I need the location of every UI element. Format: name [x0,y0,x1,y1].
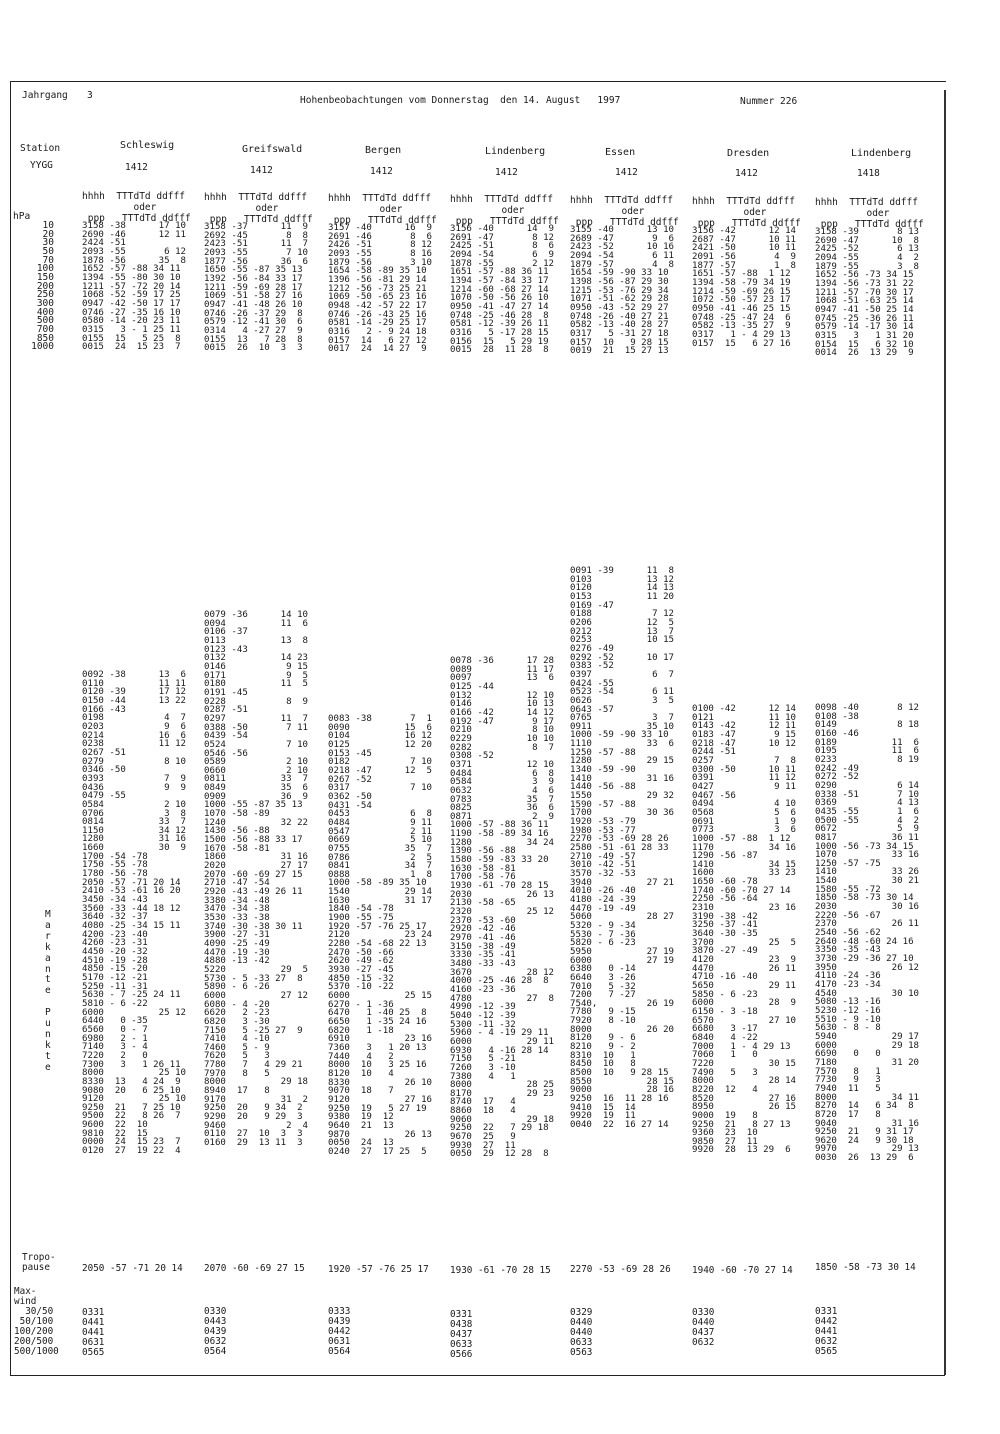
jahrgang-value: 3 [87,90,93,101]
sig-level-block: 0091 -39 11 8 0103 13 12 0120 14 13 0153 11 20 0169 -47 0188 7 12 0206 12 5 0212 13 7 0253 10 15 0276 -49 0292 -52 10 17 0383 -52 0397 6 7 0424 -55 0523 -54 6 11 0626 3 5 0643 -57 0765 3 7 0911 35 10 1000 -59 -90 33 10 1110 33 6 1250 -57 -88 1280 29 15 1340 -59 -90 1410 31 16 1440 -56 -88 1550 29 32 1590 -57 -88 1700 30 36 1920 -53 -79 1980 -53 -77 2270 -53 -69 28 26 2580 -51 -61 28 33 2710 -49 -57 3010 -42 -51 3570 -32 -53 3940 27 21 4010 -26 -40 4180 -24 -39 4470 -19 -49 5060 28 27 5320 - 9 -34 5530 - 7 -36 5820 - 6 -23 5950 27 19 6000 27 19 6380 0 -14 6640 3 -26 7010 5 -32 7200 7 -27 7540, 26 19 7780 9 -15 7920 8 -10 8000 26 20 8120 9 - 6 8210 9 - 2 8310 10 1 8450 10 8 8500 10 9 28 15 8550 28 15 9000 28 16 9250 16 11 28 16 9410 15 14 9920 19 11 0040 22 16 27 14 [570,566,675,1130]
tropopause-value: 1920 -57 -76 25 17 [328,1264,429,1275]
significant-points-label: M a r k a n t e P u n k t e [45,909,51,1073]
std-level-block: 3156 -42 12 14 2687 -47 10 11 2421 -50 10 11 2091 -56 4 9 1877 -57 1 8 1651 -57 -88 1 12 1394 -58 -79 34 19 1214 -59 -69 26 15 1072 -50 -57 23 17 0950 -41 -46 25 15 0748 -25 -47 24 6 0582 -13 -35 27 9 0317 1 - 4 29 13 0157 15 6 27 16 [692,226,797,349]
page-title: Hohenbeobachtungen vom Donnerstag den 14. August 1997 [300,95,621,106]
column-header: hhhh TTTdTd ddfff oder ppp TTTdTd ddfff [450,193,559,227]
yygg-label: YYGG [30,160,53,171]
std-level-block: 3158 -37 11 9 2692 -45 8 8 2423 -51 11 7 2093 -55 7 10 1877 -56 36 6 1650 -55 -87 35 13 1392 -56 -84 33 17 1211 -59 -69 28 17 1069 -51 -58 27 16 0947 -41 -48 26 10 0746 -26 -37 29 8 0579 -12 -41 30 6 0314 4 -27 27 9 0155 13 7 28 8 0015 26 10 3 3 [204,222,309,354]
sig-level-block: 0078 -36 17 28 0089 11 17 0097 13 6 0125 -44 0132 12 10 0146 10 13 0166 -42 14 12 0192 -47 9 17 0210 8 10 0229 10 10 0282 8 7 0308 -52 0371 12 10 0484 6 8 0584 3 9 0632 4 6 0783 35 7 0825 36 6 0871 2 9 1000 -57 -88 36 11 1190 -58 -89 34 16 1280 34 24 1390 -56 -88 1580 -59 -83 33 20 1630 -58 -81 1700 -58 -76 1930 -61 -70 28 15 2030 26 13 2130 -58 -65 2320 25 12 2370 -53 -60 2920 -42 -46 2970 -41 -46 3150 -38 -49 3330 -35 -41 3480 -33 -43 3670 28 12 4000 -25 -46 28 8 4160 -23 -36 4780 27 8 4990 -12 -39 5040 -12 -39 5300 -11 -32 5960 - 4 -19 29 11 6000 29 11 6930 4 -16 28 14 7150 5 -21 7260 3 -10 7380 4 1 8000 28 25 8170 29 23 8740 17 4 8860 18 4 9060 29 18 9250 22 7 29 18 9670 25 9 9930 27 11 0050 29 12 28 8 [450,656,555,1160]
maxwind-values: 0330 0443 0439 0632 0564 [204,1306,227,1357]
column-header: hhhh TTTdTd ddfff oder ppp TTTdTd ddfff [328,192,437,226]
tropopause-value: 1940 -60 -70 27 14 [692,1265,793,1276]
sig-level-block: 0083 -38 7 1 0090 15 6 0104 16 12 0125 12 20 0153 -45 0182 7 10 0218 -47 12 5 0267 -52 0317 7 10 0362 -50 0431 -54 0453 6 8 0484 9 11 0547 2 11 0669 5 10 0755 35 7 0786 2 5 0841 34 7 0888 1 8 1000 -58 -89 35 10 1540 29 14 1630 31 17 1840 -54 -78 1900 -55 -75 1920 -57 -76 25 17 2120 23 24 2280 -54 -68 22 13 2470 -50 -66 2620 -49 -62 3930 -27 -45 4850 -15 -32 5370 -10 -22 6000 25 15 6270 - 1 -36 6470 1 -40 25 8 6650 1 -35 24 16 6820 1 -18 6910 23 16 7360 3 1 20 13 7440 4 2 8000 10 3 25 16 8120 10 4 8330 26 10 9070 18 7 9120 27 16 9250 19 5 27 19 9380 19 12 9640 21 13 9870 26 13 0050 24 13 0240 27 17 25 5 [328,714,433,1157]
tropopause-label: Tropo- pause [22,1252,56,1273]
maxwind-values: 0331 0438 0437 0633 0566 [450,1309,473,1360]
station-name: Bergen [365,145,402,156]
std-level-block: 3157 -40 16 9 2691 -46 8 6 2426 -51 8 12 2093 -55 8 16 1879 -56 3 10 1654 -58 -89 35 10 1396 -56 -81 29 14 1212 -56 -73 25 21 1069 -50 -65 23 16 0948 -42 -57 22 17 0746 -26 -43 25 16 0581 -14 -29 25 17 0316 2 - 9 24 18 0157 14 6 27 12 0017 24 14 27 9 [328,223,433,355]
station-name: Schleswig [120,140,175,151]
tropopause-value: 2070 -60 -69 27 15 [204,1263,305,1274]
station-code: 1412 [735,168,758,179]
column-header: hhhh TTTdTd ddfff oder ppp TTTdTd ddfff [82,190,191,224]
issue-number: Nummer 226 [740,96,798,107]
station-code: 1412 [370,166,393,177]
column-header: hhhh TTTdTd ddfff oder ppp TTTdTd ddfff [815,196,924,230]
tropopause-value: 1930 -61 -70 28 15 [450,1265,551,1276]
station-code: 1418 [857,168,880,179]
maxwind-values: 0331 0441 0441 0631 0565 [82,1307,105,1358]
maxwind-values: 0330 0440 0437 0632 [692,1307,715,1348]
column-header: hhhh TTTdTd ddfff oder ppp TTTdTd ddfff [692,195,801,229]
jahrgang-label: Jahrgang [22,90,68,101]
station-code: 1412 [250,165,273,176]
sig-level-block: 0098 -40 8 12 0108 -38 0149 8 18 0160 -46 0189 11 6 0195 11 6 0233 8 19 0242 -49 0272 -52 0290 6 14 0338 -51 7 10 0369 4 13 0435 -55 1 6 0500 -55 4 2 0672 5 9 0817 36 11 1000 -56 -73 34 15 1070 33 16 1250 -57 -75 1410 33 26 1540 30 21 1580 -55 -72 1850 -58 -73 30 14 2030 30 16 2220 -56 -67 2370 26 11 2540 -56 -62 2640 -48 -60 24 16 3350 -35 -43 3730 -29 -36 27 10 3950 26 12 4110 -24 -36 4170 -23 -34 4540 30 10 5080 -13 -16 5230 -12 -16 5510 - 9 -10 5630 - 8 - 8 5940 29 17 6000 29 18 6690 0 0 7180 31 20 7570 8 1 7730 9 3 7940 11 5 8000 34 11 8270 14 6 34 8 8720 17 8 9040 31 16 9250 21 9 31 17 9620 24 9 30 18 9970 29 13 0030 26 13 29 6 [815,703,920,1164]
station-label: Station [20,143,61,154]
sig-level-block: 0079 -36 14 10 0094 11 6 0106 -37 0113 13 8 0123 -43 0132 14 23 0146 9 15 0171 9 5 0180 11 5 0191 -45 0228 8 9 0287 -51 0297 11 7 0388 -50 7 11 0439 -54 0524 7 10 0546 -56 0589 2 10 0660 2 10 0811 33 7 0849 35 6 0909 36 9 1000 -55 -87 35 13 1070 -58 -89 1240 32 22 1430 -56 -88 1500 -56 -88 33 17 1670 -58 -81 1860 31 16 2020 27 17 2070 -60 -69 27 15 2710 -47 -54 2920 -43 -49 26 11 3380 -34 -48 3470 -34 -38 3530 -33 -38 3740 -30 -38 30 11 3900 -27 -31 4090 -25 -49 4470 -19 -30 4880 -13 -42 5220 29 5 5730 - 5 -33 27 8 5890 - 6 -26 6000 27 12 6080 - 4 -20 6620 2 -23 6820 3 -30 7150 5 -25 27 9 7410 4 -10 7460 5 - 9 7620 5 3 7780 7 4 29 21 7970 8 5 8000 29 18 8940 17 8 9170 31 2 9250 20 9 34 2 9290 20 9 29 3 9460 2 4 0110 27 10 3 3 0160 29 13 11 3 [204,610,309,1149]
column-header: hhhh TTTdTd ddfff oder ppp TTTdTd ddfff [204,191,313,225]
pressure-levels: 10 20 30 50 70 100 150 200 250 300 400 500 700 850 1000 [31,220,54,353]
station-code: 1412 [615,167,638,178]
tropopause-value: 2050 -57 -71 20 14 [82,1263,183,1274]
sig-level-block: 0100 -42 12 14 0121 11 10 0143 -42 12 11 0183 -47 9 15 0218 -47 10 12 0244 -51 0257 7 8 0300 -50 10 11 0391 11 12 0427 9 11 0467 -56 0494 4 10 0568 5 6 0691 1 9 0773 3 6 1000 -57 -88 1 12 1170 34 16 1290 -56 -87 1410 34 15 1600 33 23 1650 -60 -78 1740 -60 -70 27 14 2250 -56 -64 2310 23 16 3190 -38 -42 3250 -37 -41 3640 -30 -35 3700 25 5 3870 -27 -49 4120 23 9 4470 26 11 4710 -16 -40 5650 29 11 5850 - 6 -23 6000 28 9 6150 - 3 -18 6570 27 10 6680 3 -17 6840 4 -22 7000 1 - 4 29 13 7060 1 0 7220 30 15 7490 5 3 8000 28 14 8220 12 4 8520 27 16 8950 26 15 9000 19 8 9250 21 8 27 13 9360 23 10 9850 27 11 9920 28 13 29 6 [692,704,797,1156]
tropopause-value: 1850 -58 -73 30 14 [815,1262,916,1273]
station-name: Essen [605,147,636,158]
station-name: Lindenberg [485,146,546,157]
std-level-block: 3158 -38 17 10 2690 -46 12 11 2424 -51 2093 -55 6 12 1878 -56 35 8 1652 -57 -88 34 11 1394 -55 -80 30 10 1211 -57 -72 20 14 1068 -52 -59 17 25 0947 -42 -50 17 17 0746 -27 -35 16 10 0580 -14 -20 23 11 0315 3 - 1 25 11 0155 15 5 25 8 0015 24 15 23 7 [82,221,187,353]
frame-right-line [944,90,946,1375]
hpa-label: hPa [13,211,31,222]
station-code: 1412 [125,162,148,173]
maxwind-values: 0331 0442 0441 0632 0565 [815,1306,838,1357]
tropopause-value: 2270 -53 -69 28 26 [570,1264,671,1275]
station-name: Dresden [727,148,770,159]
column-header: hhhh TTTdTd ddfff oder ppp TTTdTd ddfff [570,194,679,228]
maxwind-values: 0333 0439 0442 0631 0564 [328,1306,351,1357]
std-level-block: 3156 -40 14 9 2691 -47 8 12 2425 -51 8 6 2094 -54 6 9 1878 -55 2 12 1651 -57 -88 36 11 1394 -57 -84 33 17 1214 -60 -68 27 14 1070 -50 -56 26 10 0950 -41 -47 27 14 0748 -25 -46 28 8 0581 -12 -39 26 11 0316 5 -17 28 15 0156 15 5 29 19 0015 28 11 28 8 [450,224,555,356]
sig-level-block: 0092 -38 13 6 0110 11 11 0120 -39 17 12 0150 -44 13 22 0166 -43 0198 4 7 0203 9 6 0214 16 6 0238 11 12 0267 -51 0279 8 10 0346 -50 0393 7 9 0436 9 9 0479 -55 0584 2 10 0706 3 8 0814 33 7 1150 34 12 1280 31 16 1660 30 9 1700 -54 -78 1750 -55 -78 1780 -56 -78 2050 -57 -71 20 14 2410 -53 -61 16 20 3450 -34 -43 3560 -33 -44 18 12 3640 -32 -37 4080 -25 -34 15 11 4200 -23 -40 4260 -23 -31 4450 -20 -32 4510 -19 -28 4850 -15 -20 5170 -12 -21 5250 -11 -31 5630 - 7 -25 24 11 5810 - 6 -22 6000 25 12 6440 0 -35 6560 0 - 7 6980 2 - 1 7140 3 - 4 7220 2 0 7300 3 1 26 11 8000 25 10 8330 13 4 24 9 9080 20 6 25 10 9120 25 10 9250 21 7 25 10 9500 22 8 26 7 9600 22 10 9810 22 15 0000 24 15 23 7 0120 27 19 22 4 [82,670,187,1157]
maxwind-label: Max- wind 30/50 50/100 100/200 200/500 500/1000 [14,1286,59,1357]
std-level-block: 3158 -39 8 13 2690 -47 10 8 2425 -52 6 13 2094 -55 4 2 1879 -55 3 8 1652 -56 -73 34 15 1394 -56 -73 31 22 1211 -57 -70 30 17 1068 -51 -63 25 14 0947 -41 -50 25 14 0745 -25 -36 26 11 0579 -14 -17 30 14 0315 3 1 31 20 0154 15 6 32 10 0014 26 13 29 9 [815,227,920,359]
std-level-block: 3155 -40 13 10 2689 -47 9 6 2423 -52 10 16 2094 -54 6 11 1879 -57 4 8 1654 -59 -90 33 10 1398 -56 -87 29 30 1215 -53 -76 29 34 1071 -51 -62 29 28 0950 -43 -52 29 27 0748 -26 -40 27 21 0582 -13 -40 28 27 0317 5 -31 27 18 0157 10 9 28 15 0019 21 15 27 13 [570,225,675,357]
station-code: 1412 [495,167,518,178]
station-name: Greifswald [242,144,303,155]
station-name: Lindenberg [851,148,912,159]
maxwind-values: 0329 0440 0440 0633 0563 [570,1307,593,1358]
